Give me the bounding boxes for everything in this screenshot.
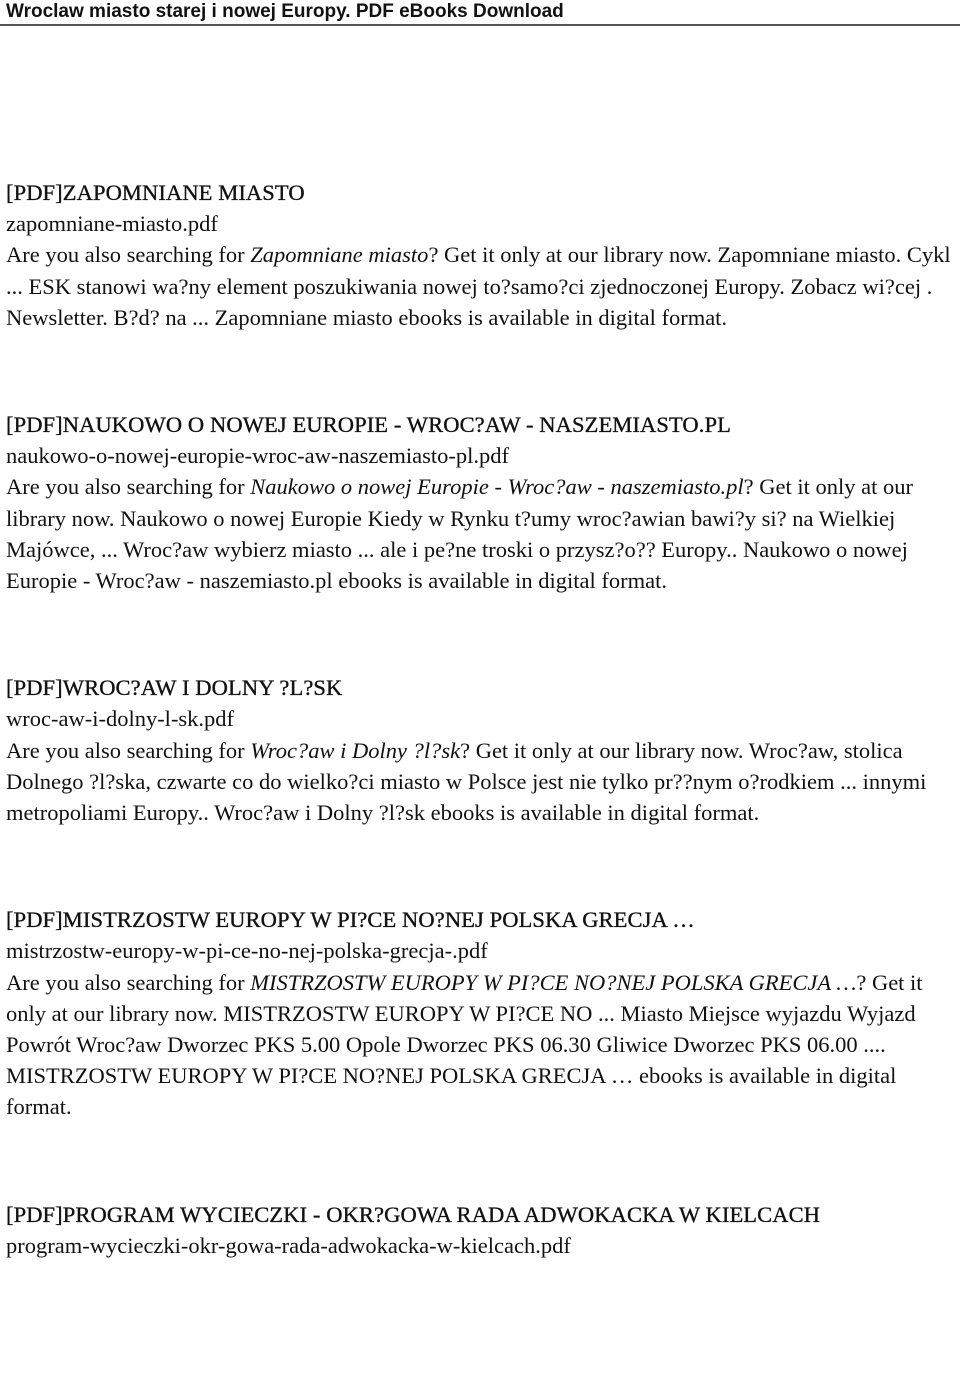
result-entry [6,177,951,333]
result-filename: mistrzostw-europy-w-pi-ce-no-nej-polska-grecja-.pdf [6,938,488,964]
page-header [0,0,960,26]
result-description [6,239,951,333]
description-text: ? Get it only at our library now. Wroc?aw, stolica Dolnego ?l?ska, czwarte co do wielko?ci miasto w Polsce jest nie tylko pr??nym o?rodkiem ... innymi metropoliami Europy.. Wroc?aw i Dolny ?l?sk ebooks is available in digital format. [6,737,927,826]
description-text: ? Get it only at our library now. MISTRZOSTW EUROPY W PI?CE NO ... Miasto Miejsce wyjazdu Wyjazd Powrót Wroc?aw Dworzec PKS 5.00 Opole Dworzec PKS 06.30 Gliwice Dworzec PKS 06.00 .... MISTRZOSTW EUROPY W PI?CE NO?NEJ POLSKA GRECJA … ebooks is available in digital format. [6,969,923,1120]
result-filename: wroc-aw-i-dolny-l-sk.pdf [6,706,235,732]
pdf-prefix: [PDF] [6,1201,63,1227]
search-intro: Are you also searching for [6,969,251,995]
page-title: Wroclaw miasto starej i nowej Europy. PDF eBooks Download [6,1,564,22]
search-intro: Are you also searching for [6,242,251,268]
result-description [6,967,951,1123]
search-term: MISTRZOSTW EUROPY W PI?CE NO?NEJ POLSKA GRECJA … [250,969,857,995]
result-description [6,471,951,596]
pdf-prefix: [PDF] [6,907,63,933]
result-title-text: MISTRZOSTW EUROPY W PI?CE NO?NEJ POLSKA GRECJA … [62,907,695,933]
description-text: ? Get it only at our library now. Zapomniane miasto. Cykl ... ESK stanowi wa?ny element poszukiwania nowej to?samo?ci zjednoczonej Europy. Zobacz wi?cej . Newsletter. B?d? na ... Zapomniane miasto ebooks is available in digital format. [6,242,951,330]
result-title-text: WROC?AW I DOLNY ?L?SK [62,675,343,701]
search-term: Naukowo o nowej Europie - Wroc?aw - naszemiasto.pl [250,474,744,500]
result-entry [6,904,951,1122]
result-entry [6,1199,951,1261]
result-title-text: NAUKOWO O NOWEJ EUROPIE - WROC?AW - NASZEMIASTO.PL [62,412,731,438]
result-title-text: ZAPOMNIANE MIASTO [62,180,305,205]
result-title-text: PROGRAM WYCIECZKI - OKR?GOWA RADA ADWOKACKA W KIELCACH [62,1201,821,1227]
result-filename: program-wycieczki-okr-gowa-rada-adwokacka-w-kielcach.pdf [6,1232,571,1258]
result-title[interactable] [6,409,951,440]
search-term: Zapomniane miasto [250,242,429,268]
result-entry [6,672,951,828]
search-term: Wroc?aw i Dolny ?l?sk [250,737,461,763]
pdf-prefix: [PDF] [6,180,63,205]
result-title[interactable] [6,1199,951,1230]
result-filename: zapomniane-miasto.pdf [6,211,218,237]
search-intro: Are you also searching for [6,737,251,763]
search-intro: Are you also searching for [6,474,251,500]
result-title[interactable] [6,177,951,208]
result-title[interactable] [6,904,951,935]
results-list [6,177,951,1337]
result-entry [6,409,951,596]
result-filename: naukowo-o-nowej-europie-wroc-aw-naszemiasto-pl.pdf [6,443,509,469]
pdf-prefix: [PDF] [6,675,63,701]
result-title[interactable] [6,672,951,703]
pdf-prefix: [PDF] [6,412,63,438]
result-description [6,735,951,829]
description-text: ? Get it only at our library now. Naukowo o nowej Europie Kiedy w Rynku t?umy wroc?awian bawi?y si? na Wielkiej Majówce, ... Wroc?aw wybierz miasto ... ale i pe?ne troski o przysz?o?? Europy.. Naukowo o nowej Europie - Wroc?aw - naszemiasto.pl ebooks is available in digital format. [6,474,913,594]
